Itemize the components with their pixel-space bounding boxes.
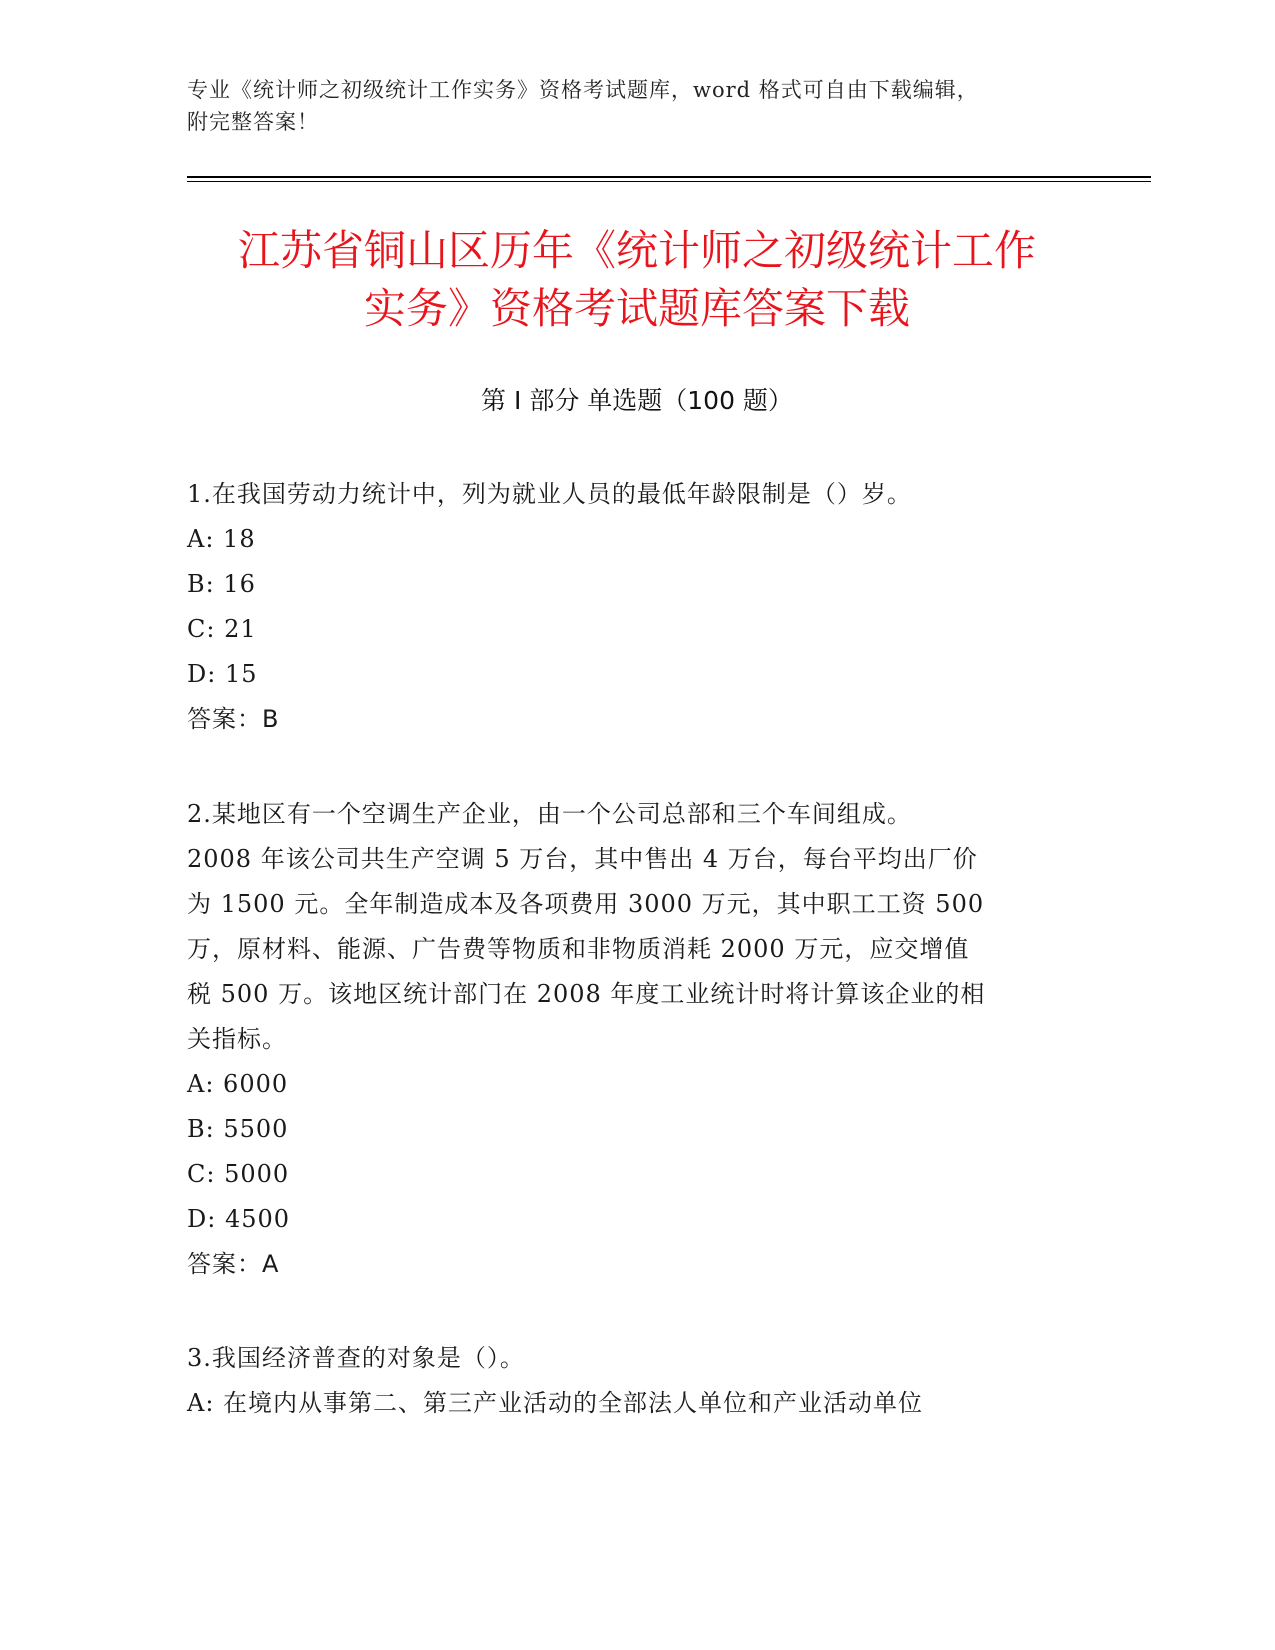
question-stem-line: 万，原材料、能源、广告费等物质和非物质消耗 2000 万元，应交增值 — [187, 935, 970, 963]
answer: 答案：A — [187, 1250, 280, 1278]
question-stem-line: 税 500 万。该地区统计部门在 2008 年度工业统计时将计算该企业的相 — [187, 980, 986, 1008]
question-stem-line: 2008 年该公司共生产空调 5 万台，其中售出 4 万台，每台平均出厂价 — [187, 845, 978, 873]
question-1 — [187, 472, 1087, 742]
option-d: D: 15 — [187, 660, 258, 688]
header-note — [187, 74, 1087, 138]
question-2 — [187, 792, 1087, 1287]
option-a: A: 18 — [187, 525, 256, 553]
question-stem-line: 为 1500 元。全年制造成本及各项费用 3000 万元，其中职工工资 500 — [187, 890, 985, 918]
document-title-line-2: 实务》资格考试题库答案下载 — [363, 284, 910, 333]
header-rule-thin — [187, 181, 1151, 182]
header-rule-thick — [187, 176, 1151, 178]
option-a: A: 在境内从事第二、第三产业活动的全部法人单位和产业活动单位 — [187, 1389, 924, 1417]
question-stem-line: 关指标。 — [187, 1025, 287, 1053]
option-b: B: 16 — [187, 570, 256, 598]
option-d: D: 4500 — [187, 1205, 291, 1233]
option-a: A: 6000 — [187, 1070, 289, 1098]
answer: 答案：B — [187, 705, 280, 733]
option-b: B: 5500 — [187, 1115, 289, 1143]
header-note-line-2: 附完整答案！ — [187, 110, 319, 134]
header-note-line-1: 专业《统计师之初级统计工作实务》资格考试题库，word 格式可自由下载编辑， — [187, 78, 979, 102]
document-title-line-1: 江苏省铜山区历年《统计师之初级统计工作 — [237, 226, 1036, 275]
document-title — [187, 222, 1087, 338]
question-stem: 1.在我国劳动力统计中，列为就业人员的最低年龄限制是（）岁。 — [187, 480, 912, 508]
question-stem-line: 2.某地区有一个空调生产企业，由一个公司总部和三个车间组成。 — [187, 800, 912, 828]
question-stem: 3.我国经济普查的对象是（）。 — [187, 1344, 525, 1372]
option-c: C: 21 — [187, 615, 257, 643]
question-3 — [187, 1336, 1087, 1426]
section-heading: 第 I 部分 单选题（100 题） — [481, 386, 793, 415]
option-c: C: 5000 — [187, 1160, 290, 1188]
